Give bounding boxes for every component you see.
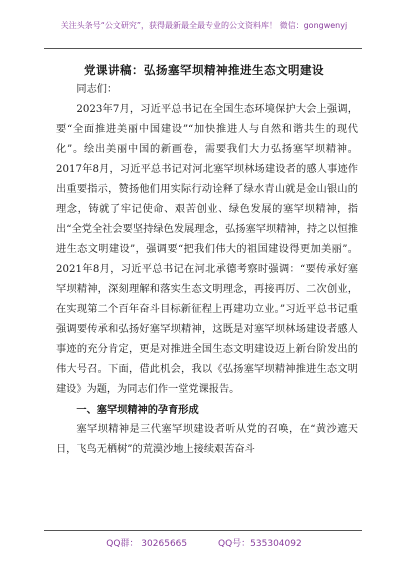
- document-body: [56, 80, 358, 460]
- salutation: 同志们：: [76, 84, 118, 95]
- header-banner: 关注头条号“公文研究”，获得最新最全最专业的公文资料库！ 微信：gongwenyj: [60, 21, 348, 30]
- section-heading: 一、塞罕坝精神的孕育形成: [76, 404, 199, 416]
- paragraph: 2023年7月，习近平总书记在全国生态环境保护大会上强调，要“全面推进美丽中国建设”“加快推进人与自然和谐共生的现代化”。绘出美丽中国的新画卷，需要我们大力弘扬塞罕坝精神。2017年8月，习近平总书记对河北塞罕坝林场建设者的感人事迹作出重要指示，赞扬他们用实际行动诠释了绿水青山就是金山银山的理念，铸就了牢记使命、艰苦创业、绿色发展的塞罕坝精神，指出“全党全社会要坚持绿色发展理念，弘扬塞罕坝精神，持之以恒推进生态文明建设”，强调要“把我们伟大的祖国建设得更加美丽”。2021年8月，习近平总书记在河北承德考察时强调：“要传承好塞罕坝精神，深刻理解和落实生态文明理念，再接再厉、二次创业，在实现第二个百年奋斗目标新征程上再建功立业。”习近平总书记重强调要传承和弘扬好塞罕坝精神，这既是对塞罕坝林场建设者感人事迹的充分肯定，更是对推进全国生态文明建设迈上新台阶发出的伟大号召。下面，借此机会，我以《弘扬塞罕坝精神推进生态文明建设》为题，为同志们作一堂党课报告。: [56, 104, 358, 395]
- document-title: 党课讲稿：弘扬塞罕坝精神推进生态文明建设: [84, 63, 324, 77]
- footer-divider: [44, 530, 362, 531]
- footer: [0, 536, 408, 549]
- paragraph: 塞罕坝精神是三代塞罕坝建设者听从党的召唤，在“黄沙遮天日，飞鸟无栖树”的荒漠沙地上接续艰苦奋斗: [56, 424, 358, 455]
- footer-qq-number: QQ号：535304092: [218, 539, 302, 549]
- header-divider: [44, 48, 362, 49]
- footer-qq-group: QQ群： 30265665: [106, 539, 188, 549]
